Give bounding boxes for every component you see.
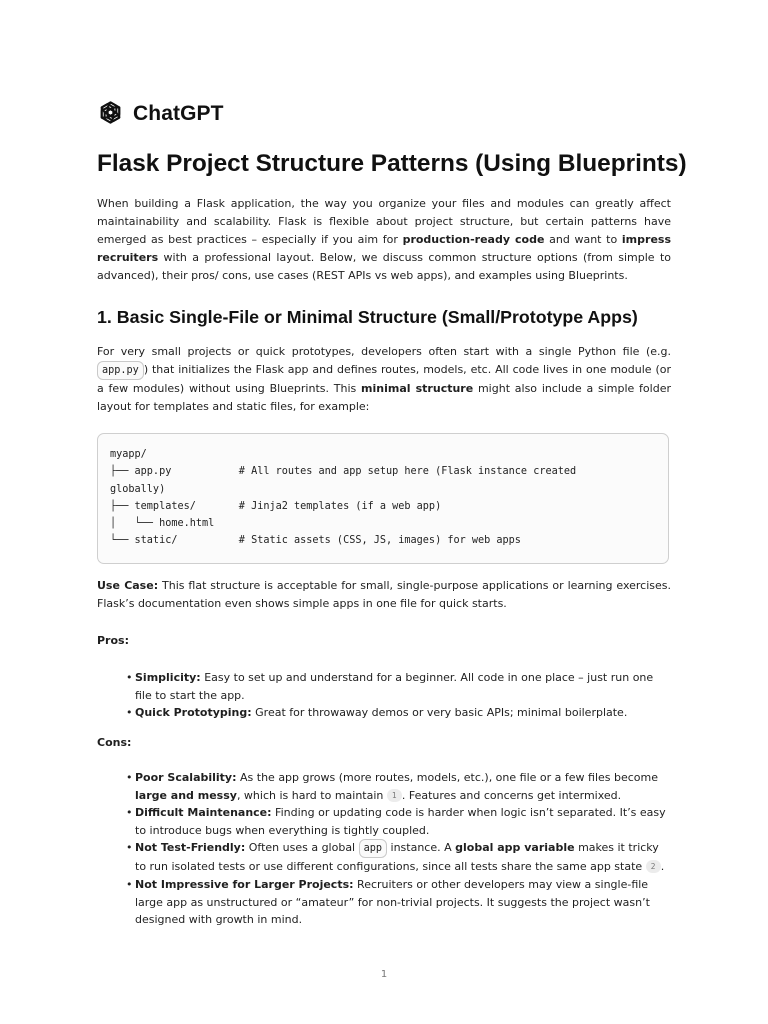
- code-line: │ └── home.html: [110, 518, 215, 530]
- text-run: makes it tricky to run isolated tests or use different configurations, since all tests share the same app state: [135, 841, 659, 874]
- page-number: 1: [380, 969, 388, 980]
- text-run: Recruiters or other developers may view a single-file large app as unstructured or “amateur” for non-trivial projects. It suggests the project wasn’t designed with growth in mind.: [135, 877, 650, 927]
- text-run: For very small projects or quick prototypes, developers often start with a single Python file (e.g.: [97, 345, 671, 358]
- text-run: When building a Flask application, the way you organize your files and modules can greatly affect maintainability and scalability. Flask is flexible about project structure, but certain patterns have emerged as best practices – especially if you aim for: [97, 197, 671, 246]
- list-item: [126, 876, 671, 929]
- text-run: .: [660, 860, 665, 874]
- bold-text: Not Test-Friendly:: [135, 841, 246, 855]
- code-line: └── static/ # Static assets (CSS, JS, images) for web apps: [110, 535, 521, 547]
- text-run: As the app grows (more routes, models, etc.), one file or a few files become: [236, 771, 659, 784]
- pros-list: [126, 669, 671, 722]
- text-run: instance. A: [387, 841, 456, 855]
- section-1-paragraph: [97, 343, 671, 416]
- text-run: Great for throwaway demos or very basic APIs; minimal boilerplate.: [251, 706, 628, 720]
- text-run: Finding or updating code is harder when logic isn’t separated. It’s easy to introduce bugs when everything is tightly coupled.: [135, 806, 666, 837]
- brand-name: ChatGPT: [133, 102, 224, 125]
- section-1-heading: 1. Basic Single-File or Minimal Structure (Small/Prototype Apps): [97, 307, 638, 327]
- use-case-paragraph: [97, 577, 671, 613]
- inline-code: app: [359, 839, 387, 858]
- list-item: [126, 669, 671, 704]
- brand-header: [97, 100, 224, 128]
- text-run: Easy to set up and understand for a beginner. All code in one place – just run one file to start the app.: [135, 671, 654, 702]
- pros-label: Pros:: [97, 634, 129, 647]
- text-run: . Features and concerns get intermixed.: [401, 788, 622, 802]
- inline-code: app.py: [97, 361, 144, 380]
- bold-text: minimal structure: [361, 382, 474, 395]
- bold-text: Quick Prototyping:: [135, 706, 252, 720]
- cons-list: [126, 769, 671, 929]
- code-line: ├── templates/ # Jinja2 templates (if a web app): [110, 500, 442, 512]
- citation-badge[interactable]: 2: [646, 860, 661, 873]
- bold-text: Not Impressive for Larger Projects:: [135, 877, 354, 891]
- code-line: globally): [110, 483, 166, 495]
- bold-text: Poor Scalability:: [135, 771, 237, 784]
- bold-text: global app variable: [455, 841, 575, 855]
- text-run: Often uses a global: [245, 841, 359, 855]
- list-item: [126, 804, 671, 839]
- text-run: ) that initializes the Flask app and defines routes, models, etc. All code lives in one module (or a few modules) without using Blueprints. This: [97, 363, 671, 395]
- openai-logo-icon: [97, 99, 124, 130]
- cons-label: Cons:: [97, 736, 132, 749]
- code-block: [97, 433, 669, 564]
- list-item: [126, 769, 671, 804]
- intro-paragraph: [97, 195, 671, 285]
- code-line: myapp/: [110, 449, 147, 460]
- document-title: Flask Project Structure Patterns (Using Blueprints): [97, 150, 687, 177]
- list-item: [126, 839, 671, 876]
- citation-badge[interactable]: 1: [387, 789, 402, 802]
- bold-text: impress recruiters: [97, 233, 671, 264]
- text-run: This flat structure is acceptable for small, single-purpose applications or learning exercises. Flask’s documentation even shows simple apps in one file for quick starts.: [97, 579, 672, 610]
- bold-text: Use Case:: [97, 579, 159, 592]
- bold-text: production-ready code: [402, 233, 545, 246]
- text-run: with a professional layout. Below, we discuss common structure options (from simple to advanced), their pros/ cons, use cases (REST APIs vs web apps), and examples using Blueprints.: [97, 251, 671, 282]
- code-block-content: [110, 446, 576, 550]
- code-line: ├── app.py # All routes and app setup here (Flask instance created: [110, 466, 577, 478]
- text-run: , which is hard to maintain: [236, 788, 387, 802]
- bold-text: Simplicity:: [135, 671, 201, 684]
- bold-text: large and messy: [135, 788, 237, 802]
- bold-text: Difficult Maintenance:: [135, 806, 272, 820]
- list-item: [126, 704, 671, 722]
- text-run: and want to: [544, 233, 622, 246]
- text-run: might also include a simple folder layout for templates and static files, for example:: [97, 382, 671, 413]
